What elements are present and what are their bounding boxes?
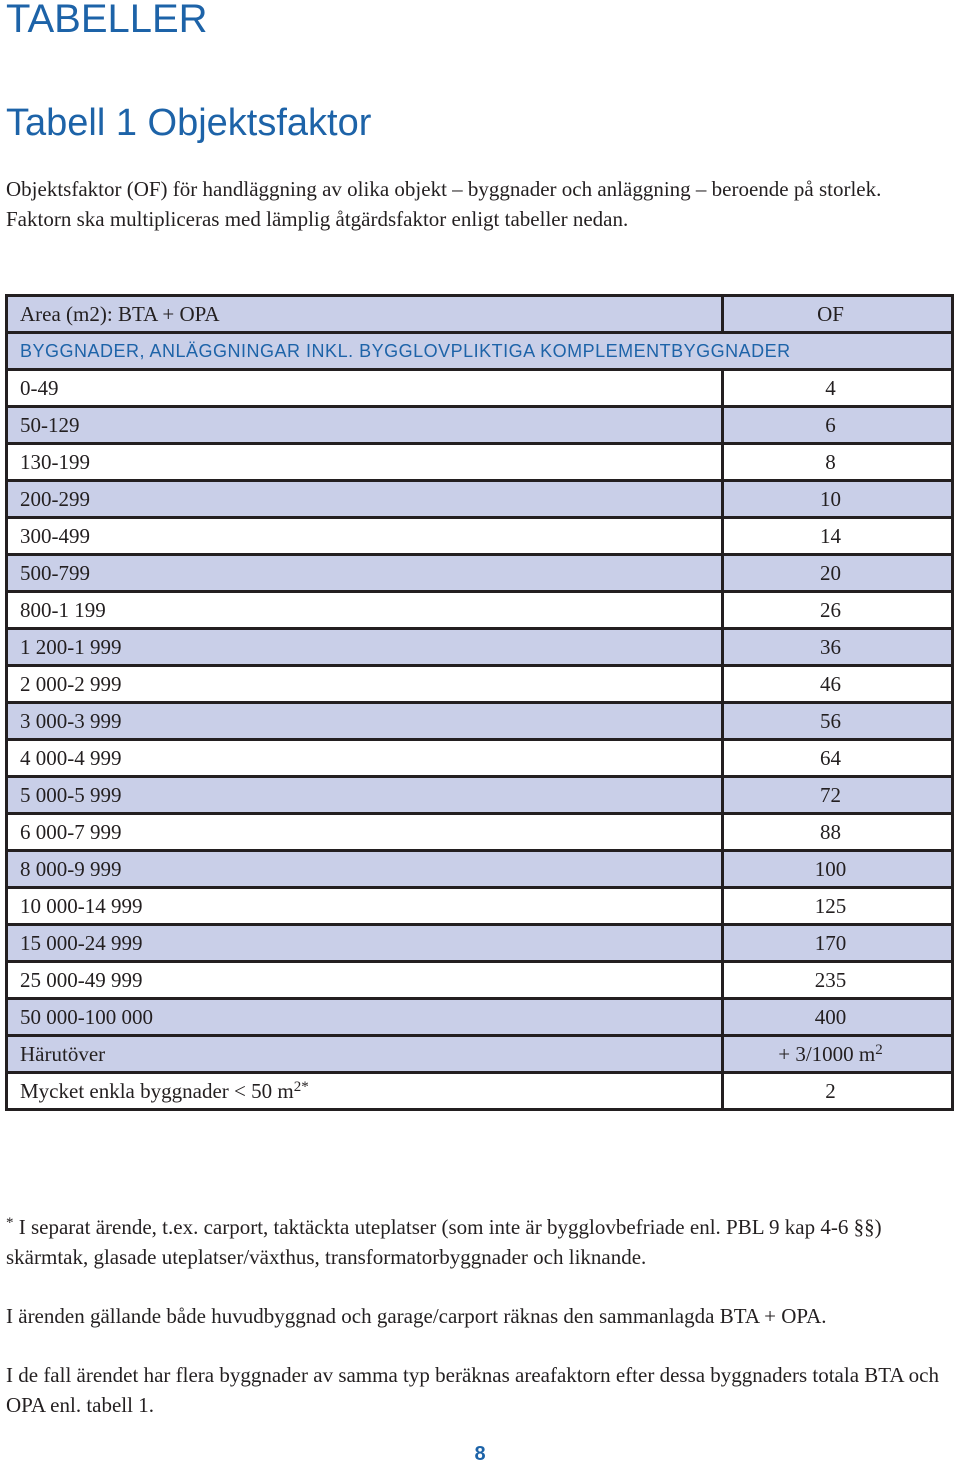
area-cell: 50 000-100 000 [7, 999, 723, 1036]
table-row [7, 481, 953, 518]
area-cell: 2 000-2 999 [7, 666, 723, 703]
table-row [7, 629, 953, 666]
area-cell: 1 200-1 999 [7, 629, 723, 666]
area-cell: 15 000-24 999 [7, 925, 723, 962]
area-cell: 10 000-14 999 [7, 888, 723, 925]
of-cell: 6 [723, 407, 953, 444]
table-row [7, 370, 953, 407]
of-value: + 3/1000 m [778, 1041, 876, 1066]
table-title: Tabell 1 Objektsfaktor [6, 102, 372, 144]
header-area-cell: Area (m2): BTA + OPA [7, 296, 723, 333]
of-cell [723, 1036, 953, 1073]
of-cell: 8 [723, 444, 953, 481]
area-cell: 500-799 [7, 555, 723, 592]
of-cell: 10 [723, 481, 953, 518]
of-cell: 235 [723, 962, 953, 999]
page-number: 8 [474, 1443, 486, 1465]
superscript: 2 [875, 1041, 883, 1058]
of-cell: 64 [723, 740, 953, 777]
table-row [7, 666, 953, 703]
table-row [7, 814, 953, 851]
of-cell: 2 [723, 1073, 953, 1110]
page-heading: TABELLER [6, 0, 208, 41]
area-cell: 50-129 [7, 407, 723, 444]
area-cell: 130-199 [7, 444, 723, 481]
area-cell: 800-1 199 [7, 592, 723, 629]
table-row [7, 407, 953, 444]
of-cell: 72 [723, 777, 953, 814]
note-paragraph-1: I ärenden gällande både huvudbyggnad och garage/carport räknas den sammanlagda BTA + OPA. [6, 1304, 827, 1328]
area-cell: 6 000-7 999 [7, 814, 723, 851]
notes [6, 1212, 954, 1449]
superscript: 2* [293, 1078, 309, 1095]
table-row [7, 777, 953, 814]
table-row [7, 518, 953, 555]
table-row [7, 740, 953, 777]
table-row [7, 888, 953, 925]
of-cell: 14 [723, 518, 953, 555]
footnote-mark: * [6, 1215, 14, 1231]
of-cell: 20 [723, 555, 953, 592]
of-cell: 46 [723, 666, 953, 703]
area-cell: Härutöver [7, 1036, 723, 1073]
of-cell: 4 [723, 370, 953, 407]
area-value: Mycket enkla byggnader < 50 m [20, 1078, 294, 1103]
area-cell: 4 000-4 999 [7, 740, 723, 777]
table-row [7, 555, 953, 592]
header-of-cell: OF [723, 296, 953, 333]
section-label: BYGGNADER, ANLÄGGNINGAR INKL. BYGGLOVPLIKTIGA KOMPLEMENTBYGGNADER [7, 333, 953, 370]
area-cell: 25 000-49 999 [7, 962, 723, 999]
objektsfaktor-table [5, 294, 954, 1111]
footnote-text: I separat ärende, t.ex. carport, taktäckta uteplatser (som inte är bygglovbefriade enl. PBL 9 kap 4-6 §§) skärmtak, glasade uteplatser/växthus, transformatorbyggnader och liknande. [6, 1215, 882, 1269]
intro-paragraph: Objektsfaktor (OF) för handläggning av olika objekt – byggnader och anläggning – beroende på storlek. Faktorn ska multipliceras med lämplig åtgärdsfaktor enligt tabeller nedan. [6, 177, 882, 231]
table-row-simple [7, 1073, 953, 1110]
of-cell: 170 [723, 925, 953, 962]
table-row [7, 962, 953, 999]
area-cell: 200-299 [7, 481, 723, 518]
table-row [7, 851, 953, 888]
area-cell: 5 000-5 999 [7, 777, 723, 814]
of-cell: 400 [723, 999, 953, 1036]
of-cell: 125 [723, 888, 953, 925]
of-cell: 56 [723, 703, 953, 740]
table-row [7, 592, 953, 629]
section-row [7, 333, 953, 370]
table-header-row [7, 296, 953, 333]
area-cell: 300-499 [7, 518, 723, 555]
footnote [6, 1212, 954, 1272]
area-cell [7, 1073, 723, 1110]
table-row [7, 999, 953, 1036]
table-row [7, 703, 953, 740]
note-paragraph-2: I de fall ärendet har flera byggnader av samma typ beräknas areafaktorn efter dessa byggnaders totala BTA och OPA enl. tabell 1. [6, 1363, 939, 1417]
area-cell: 8 000-9 999 [7, 851, 723, 888]
area-cell: 3 000-3 999 [7, 703, 723, 740]
table-row-beyond [7, 1036, 953, 1073]
area-cell: 0-49 [7, 370, 723, 407]
of-cell: 100 [723, 851, 953, 888]
of-cell: 26 [723, 592, 953, 629]
of-cell: 88 [723, 814, 953, 851]
table-row [7, 925, 953, 962]
of-cell: 36 [723, 629, 953, 666]
table-row [7, 444, 953, 481]
